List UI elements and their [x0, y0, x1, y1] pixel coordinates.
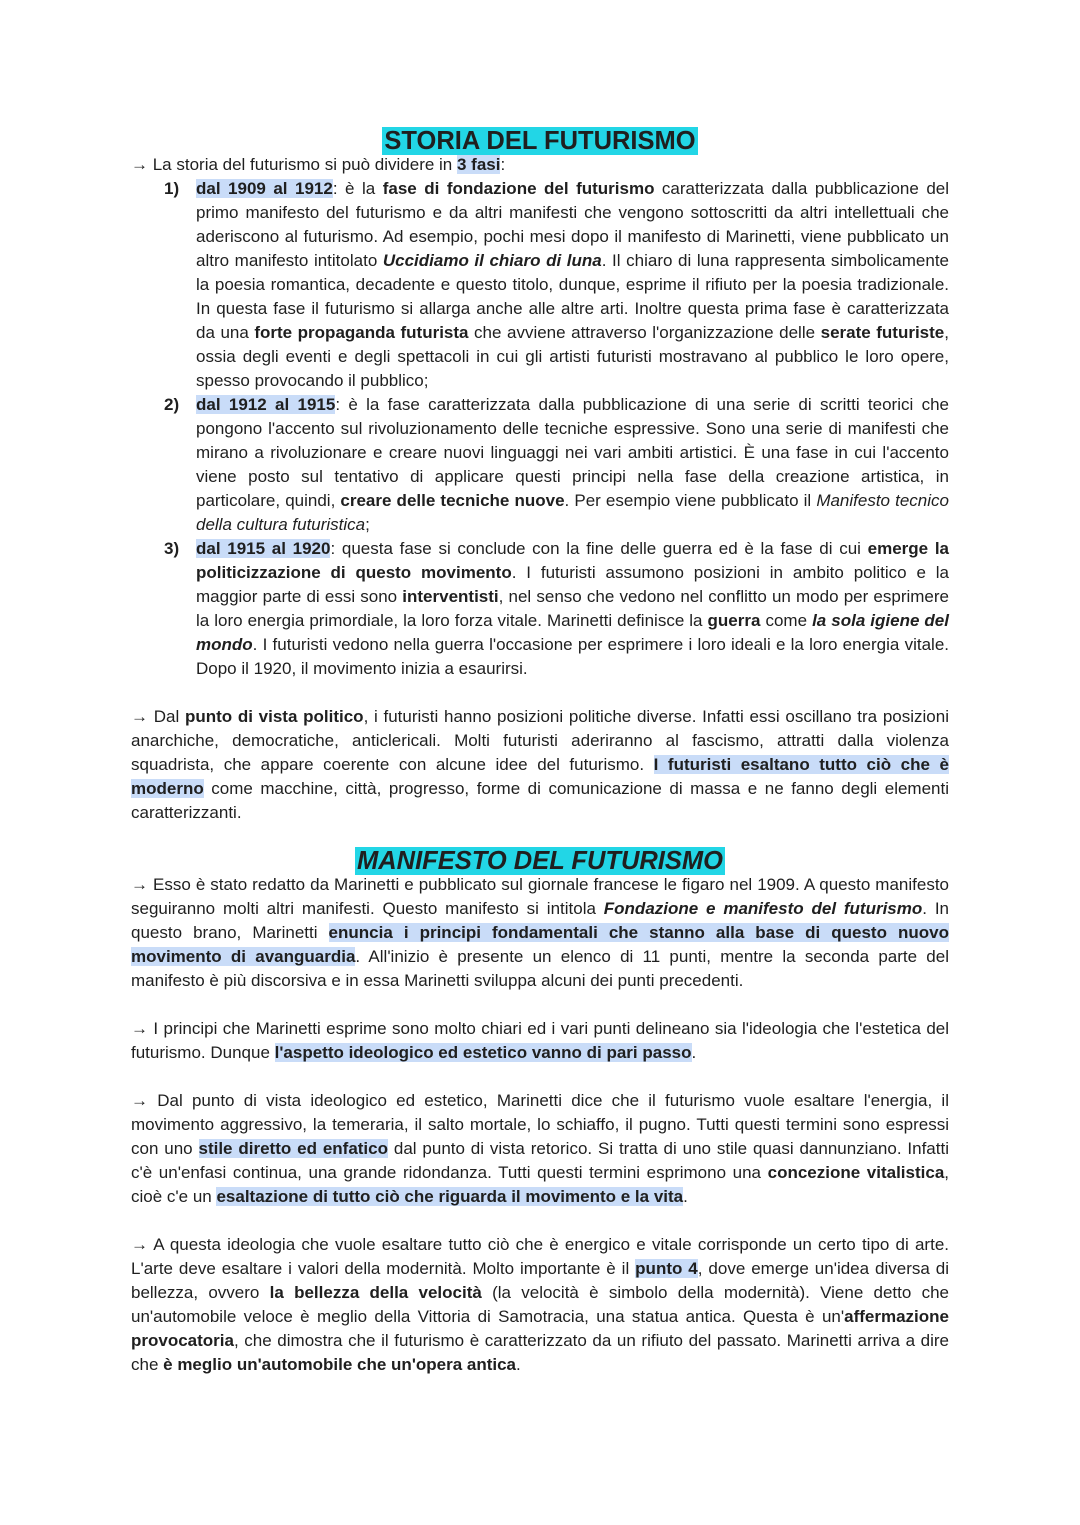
phase-period: dal 1909 al 1912	[196, 179, 333, 198]
phase-item-3: 3) dal 1915 al 1920: questa fase si conclude con la fine delle guerra ed è la fase di cui emerge la politicizzazione di questo movimento. I futuristi assumono posizioni in ambito politico e la maggior parte di essi sono interventisti, nel senso che vedono nel conflitto un modo per esprimere la loro energia primordiale, la loro forza vitale. Marinetti definisce la guerra come la sola igiene del mondo. I futuristi vedono nella guerra l'occasione per esprimere i loro ideali e la loro energia vitale. Dopo il 1920, il movimento inizia a esaurirsi.	[164, 539, 950, 678]
politics-paragraph: → Dal punto di vista politico, i futuristi hanno posizioni politiche diverse. Infatti essi oscillano tra posizioni anarchiche, democratiche, anticlericali. Molti futuristi aderiranno al fascismo, attratti dalla violenza squadrista, che appare coerente con alcune idee del futurismo. I futuristi esaltano tutto ciò che è moderno come macchine, città, progresso, forme di comunicazione di massa e ne fanno degli elementi caratterizzanti.	[131, 707, 949, 822]
highlight-3-fasi: 3 fasi	[457, 155, 501, 174]
section-title-storia: STORIA DEL FUTURISMO	[384, 127, 696, 155]
phase-item-2: 2) dal 1912 al 1915: è la fase caratterizzata dalla pubblicazione di una serie di scritti teorici che pongono l'accento sul rivoluzionamento delle tecniche espressive. Sono una serie di manifesti che mirano a rivoluzionare e creare nuovi linguaggi nei vari ambiti artistici. È una fase in cui l'accento viene posto sul tentativo di applicare questi principi nella fase della creazione artistica, in particolare, quindi, creare delle tecniche nuove. Per esempio viene pubblicato il Manifesto tecnico della cultura futuristica;	[164, 395, 949, 534]
section-title-manifesto: MANIFESTO DEL FUTURISMO	[357, 847, 723, 875]
manifesto-paragraph-4: → A questa ideologia che vuole esaltare tutto ciò che è energico e vitale corrisponde un certo tipo di arte. L'arte deve esaltare i valori della modernità. Molto importante è il punto 4, dove emerge un'idea diversa di bellezza, ovvero la bellezza della velocità (la velocità è simbolo della modernità). Viene detto che un'automobile veloce è meglio della Vittoria di Samotracia, una statua antica. Questa è un'affermazione provocatoria, che dimostra che il futurismo è caratterizzato da un rifiuto del passato. Marinetti arriva a dire che è meglio un'automobile che un'opera antica.	[131, 1235, 949, 1374]
highlight-stile: stile diretto ed enfatico	[198, 1139, 388, 1158]
phases-list	[131, 177, 949, 681]
highlight-esaltazione: esaltazione di tutto ciò che riguarda il movimento e la vita	[216, 1187, 684, 1206]
highlight-principi: enuncia i principi fondamentali che stanno alla base di questo nuovo movimento di avanguardia	[131, 923, 949, 966]
manifesto-paragraph-1: → Esso è stato redatto da Marinetti e pubblicato sul giornale francese le figaro nel 1909. A questo manifesto seguiranno molti altri manifesti. Questo manifesto si intitola Fondazione e manifesto del futurismo. In questo brano, Marinetti enuncia i principi fondamentali che stanno alla base di questo nuovo movimento di avanguardia. All'inizio è presente un elenco di 11 punti, mentre la seconda parte del manifesto è più discorsiva e in essa Marinetti sviluppa alcuni dei punti precedenti.	[131, 875, 950, 990]
intro-paragraph: → La storia del futurismo si può dividere in 3 fasi:	[131, 155, 506, 174]
highlight-pari-passo: l'aspetto ideologico ed estetico vanno di pari passo	[274, 1043, 692, 1062]
phase-period: dal 1912 al 1915	[196, 395, 336, 414]
highlight-punto-4: punto 4	[635, 1259, 698, 1278]
manifesto-paragraph-2: → I principi che Marinetti esprime sono molto chiari ed i vari punti delineano sia l'ideologia che l'estetica del futurismo. Dunque l'aspetto ideologico ed estetico vanno di pari passo.	[131, 1019, 949, 1062]
phase-item-1: 1) dal 1909 al 1912: è la fase di fondazione del futurismo caratterizzata dalla pubblicazione del primo manifesto del futurismo e da altri manifesti che vengono sottoscritti da altri intellettuali che aderiscono al futurismo. Ad esempio, pochi mesi dopo il manifesto di Marinetti, viene pubblicato un altro manifesto intitolato Uccidiamo il chiaro di luna. Il chiaro di luna rappresenta simbolicamente la poesia romantica, decadente e questo titolo, dunque, esprime il rifiuto per la poesia tradizionale. In questa fase il futurismo si allarga anche alle altre arti. Inoltre questa prima fase è caratterizzata da una forte propaganda futurista che avviene attraverso l'organizzazione delle serate futuriste, ossia degli eventi e degli spettacoli in cui gli artisti futuristi mostravano al pubblico le loro opere, spesso provocando il pubblico;	[164, 179, 950, 390]
document-page	[131, 129, 949, 1377]
phase-period: dal 1915 al 1920	[196, 539, 331, 558]
highlight-moderno: I futuristi esaltano tutto ciò che è moderno	[131, 755, 949, 798]
manifesto-paragraph-3: → Dal punto di vista ideologico ed estetico, Marinetti dice che il futurismo vuole esaltare l'energia, il movimento aggressivo, la temeraria, il salto mortale, lo schiaffo, il pugno. Tutti questi termini sono espressi con uno stile diretto ed enfatico dal punto di vista retorico. Si tratta di uno stile quasi dannunziano. Infatti c'è un'enfasi continua, una grande ridondanza. Tutti questi termini esprimono una concezione vitalistica, cioè c'e un esaltazione di tutto ciò che riguarda il movimento e la vita.	[131, 1091, 950, 1206]
